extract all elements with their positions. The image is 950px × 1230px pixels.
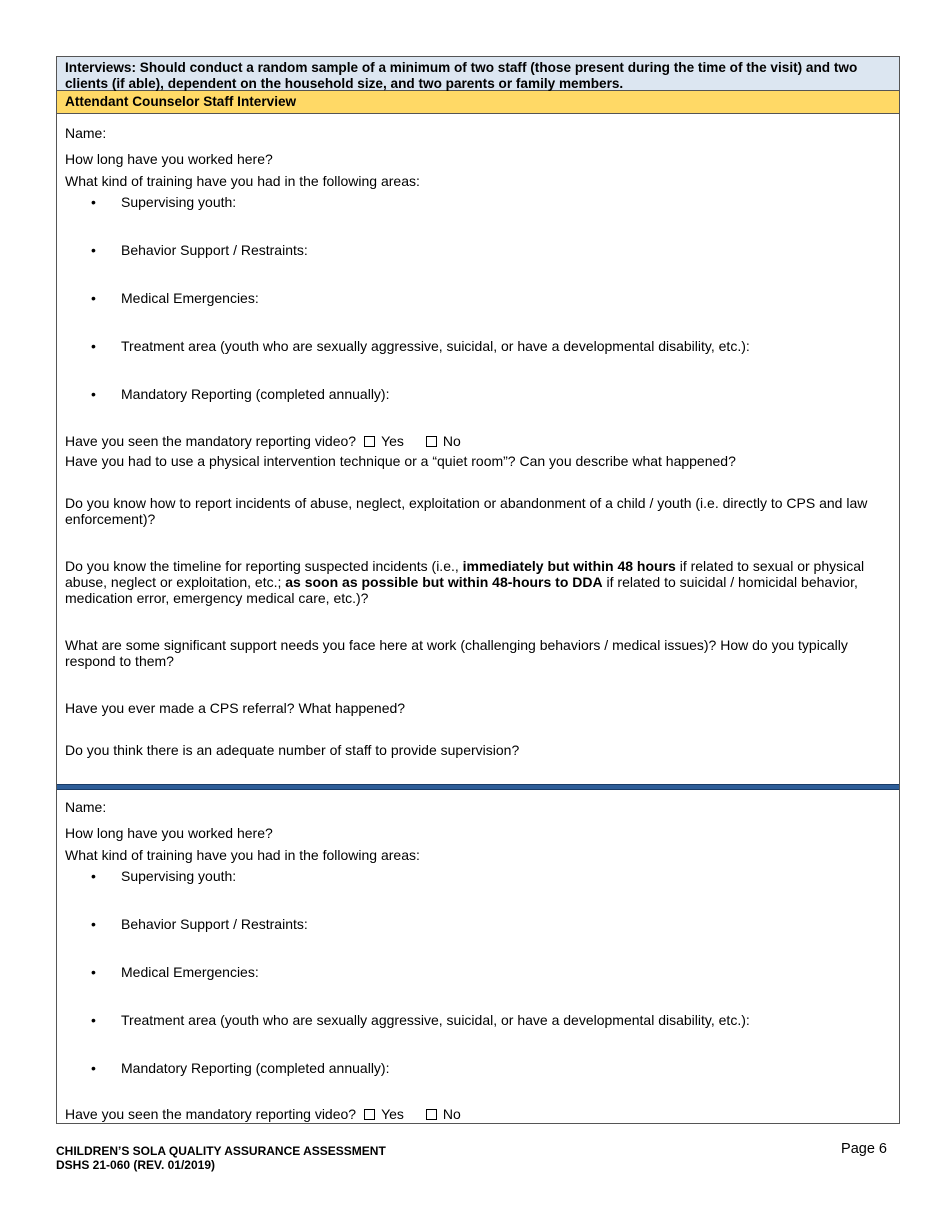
section-title: Attendant Counselor Staff Interview [57, 91, 899, 114]
how-long-question-1: How long have you worked here? [65, 151, 273, 167]
name-field-1[interactable]: Name: [65, 125, 107, 141]
timeline-question: Do you know the timeline for reporting suspected incidents (i.e., immediately but within 48 hours if related to sexual or physical abuse, neglect or exploitation, etc.; as soon as possible but within 48-hours to DDA if related to suicidal / homicidal behavior, medication error, emergency medical care, etc.)? [65, 558, 865, 606]
yes-checkbox-2[interactable] [364, 1109, 375, 1120]
yes-checkbox-1[interactable] [364, 436, 375, 447]
support-needs-question: What are some significant support needs you face here at work (challenging behaviors / medical issues)? How do you typically respond to them? [65, 637, 848, 669]
video-question-1: Have you seen the mandatory reporting video? Yes No [65, 433, 461, 449]
interview-divider [57, 784, 899, 790]
training-intro-1: What kind of training have you had in the following areas: [65, 173, 420, 189]
footer-title: CHILDREN’S SOLA QUALITY ASSURANCE ASSESSMENT [56, 1144, 386, 1158]
adequate-staff-question: Do you think there is an adequate number of staff to provide supervision? [65, 742, 520, 758]
video-question-2: Have you seen the mandatory reporting video? Yes No [65, 1106, 461, 1122]
no-checkbox-1[interactable] [426, 436, 437, 447]
physical-intervention-question: Have you had to use a physical intervention technique or a “quiet room”? Can you describe what happened? [65, 453, 736, 469]
name-field-2[interactable]: Name: [65, 799, 107, 815]
footer-form-info [56, 1144, 386, 1172]
no-checkbox-2[interactable] [426, 1109, 437, 1120]
interview-form: Interviews: Should conduct a random sample of a minimum of two staff (those present during the time of the visit) and two clients (if able), dependent on the household size, and two parents or family members. Attendant Counselor Staff Interview Name: How long have you worked here? What kind of training have you had in the following areas: • Supervising youth: • Behavior Support / Restraints: • Medical Emergencies: • Treatment area (youth who are sexually aggressive, suicidal, or have a developmental disability, etc.): • Mandatory Reporting (completed annually): Have you seen the mandatory reporting video? Yes No Have you had to use a physical intervention technique or a “quiet room”? Can you describe what happened? Do you know how to report incidents of abuse, neglect, exploitation or abandonment of a child / youth (i.e. directly to CPS and law enforcement)? Do you know the timeline for reporting suspected incidents (i.e., immediately but within 48 hours if related to sexual or physical abuse, neglect or exploitation, etc.; as soon as possible but within 48-hours to DDA if related to suicidal / homicidal behavior, medication error, emergency medical care, etc.)? What are some significant support needs you face here at work (challenging behaviors / medical issues)? How do you typically respond to them? Have you ever made a CPS referral? What happened? Do you think there is an adequate number of staff to provide supervision? Name: How long have you worked here? What kind of training have you had in the following areas: • Supervising youth: • Behavior Support / Restraints: • Medical Emergencies: • Treatment area (youth who are sexually aggressive, suicidal, or have a developmental disability, etc.): • Mandatory Reporting (completed annually): Have you seen the mandatory reporting video? Yes No [56, 56, 900, 1124]
training-intro-2: What kind of training have you had in the following areas: [65, 847, 420, 863]
cps-referral-question: Have you ever made a CPS referral? What happened? [65, 700, 406, 716]
footer-form-id: DSHS 21-060 (REV. 01/2019) [56, 1158, 215, 1172]
report-incidents-question: Do you know how to report incidents of abuse, neglect, exploitation or abandonment of a child / youth (i.e. directly to CPS and law enforcement)? [65, 495, 868, 527]
interviews-instructions: Interviews: Should conduct a random sample of a minimum of two staff (those present during the time of the visit) and two clients (if able), dependent on the household size, and two parents or family members. [57, 57, 899, 91]
page-number: Page 6 [841, 1141, 887, 1157]
how-long-question-2: How long have you worked here? [65, 825, 273, 841]
